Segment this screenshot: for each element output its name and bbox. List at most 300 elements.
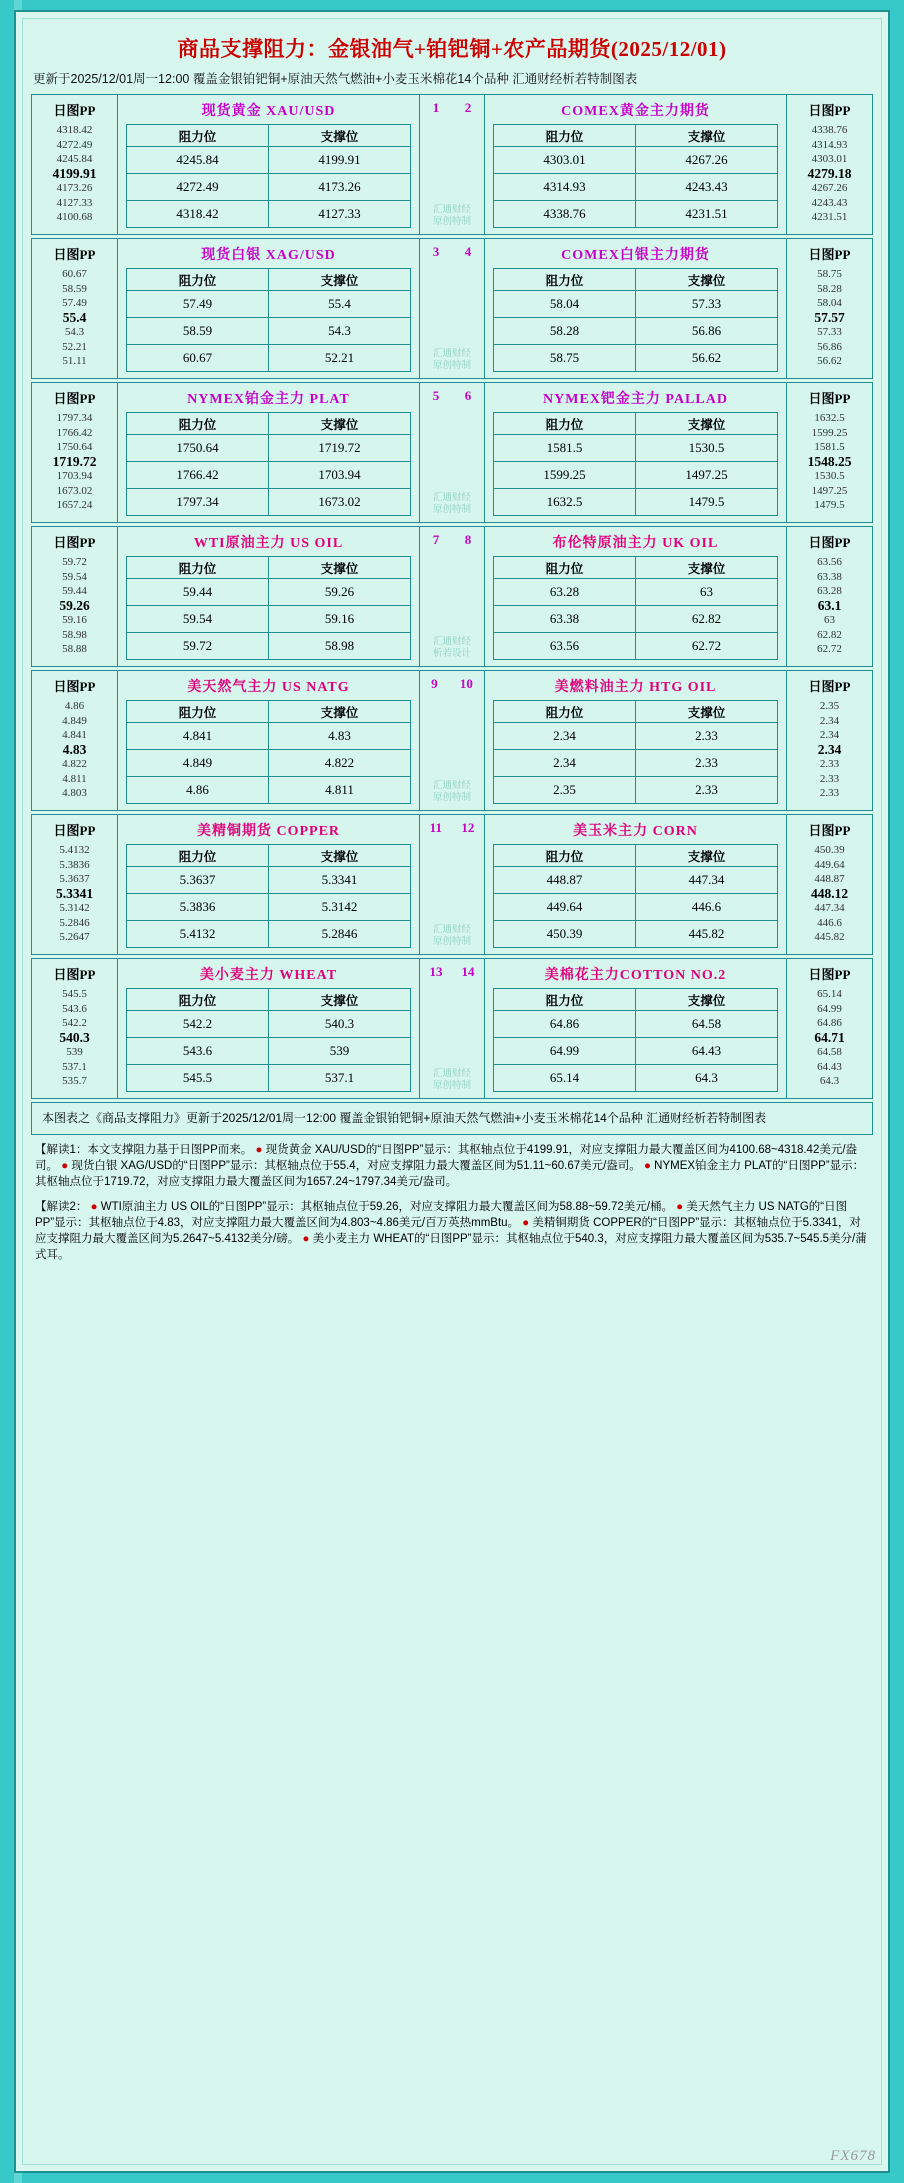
levels-table	[493, 988, 778, 1092]
col-resistance: 阻力位	[127, 413, 269, 435]
support-cell: 540.3	[269, 1011, 411, 1038]
instrument-block	[31, 670, 873, 811]
table-row	[494, 462, 778, 489]
support-cell: 1719.72	[269, 435, 411, 462]
support-cell: 2.33	[636, 750, 778, 777]
index-column	[419, 383, 485, 522]
pp-value: 58.75	[817, 268, 842, 280]
pp-header: 日图PP	[53, 535, 96, 550]
resistance-cell: 59.44	[127, 579, 269, 606]
instrument-name: NYMEX铂金主力 PLAT	[187, 392, 350, 407]
instrument-panel	[485, 239, 786, 378]
pp-value: 4100.68	[56, 211, 93, 223]
instrument-panel	[118, 95, 419, 234]
support-cell: 59.16	[269, 606, 411, 633]
pivot-value: 540.3	[59, 1029, 90, 1045]
col-support: 支撑位	[636, 413, 778, 435]
resistance-cell: 4.849	[127, 750, 269, 777]
table-row	[494, 750, 778, 777]
support-cell: 4.811	[269, 777, 411, 804]
index-column	[419, 815, 485, 954]
resistance-cell: 1632.5	[494, 489, 636, 516]
resistance-cell: 449.64	[494, 894, 636, 921]
pp-value: 4314.93	[811, 138, 848, 151]
blocks-container	[31, 94, 873, 1099]
levels-table	[493, 844, 778, 948]
col-support: 支撑位	[269, 845, 411, 867]
table-row	[494, 633, 778, 660]
levels-table	[126, 268, 411, 372]
table-row	[127, 291, 411, 318]
resistance-cell: 4314.93	[494, 174, 636, 201]
table-row	[127, 345, 411, 372]
pp-value: 447.34	[814, 902, 845, 914]
table-row	[127, 174, 411, 201]
instrument-block	[31, 958, 873, 1099]
resistance-cell: 63.28	[494, 579, 636, 606]
pp-value: 4318.42	[56, 124, 93, 136]
pp-value: 1657.24	[56, 499, 93, 511]
block-index-right: 4	[464, 244, 472, 259]
col-resistance: 阻力位	[127, 269, 269, 291]
col-resistance: 阻力位	[494, 269, 636, 291]
pp-value: 448.87	[814, 873, 845, 885]
pivot-value: 64.71	[814, 1029, 845, 1045]
pp-value: 1673.02	[56, 484, 93, 497]
resistance-cell: 5.3637	[127, 867, 269, 894]
support-cell: 55.4	[269, 291, 411, 318]
watermark-text: 汇通财经 原创特制	[432, 924, 471, 947]
table-row	[127, 1065, 411, 1092]
pp-value: 4245.84	[56, 153, 93, 165]
pp-column-left	[32, 95, 118, 234]
table-row	[494, 867, 778, 894]
watermark-text: 汇通财经 原创特制	[432, 348, 471, 371]
pp-header: 日图PP	[53, 247, 96, 262]
resistance-cell: 545.5	[127, 1065, 269, 1092]
instrument-panel	[118, 671, 419, 810]
support-cell: 62.72	[636, 633, 778, 660]
pp-value: 64.58	[817, 1046, 842, 1058]
support-cell: 62.82	[636, 606, 778, 633]
pp-value: 64.99	[817, 1002, 842, 1015]
pp-value: 4.811	[62, 772, 87, 785]
block-index-left: 13	[429, 964, 443, 979]
pp-value: 4.849	[62, 714, 87, 727]
levels-table	[126, 556, 411, 660]
block-index-left: 3	[432, 244, 440, 259]
table-row	[494, 921, 778, 948]
table-row	[127, 318, 411, 345]
table-row	[494, 345, 778, 372]
pp-value: 59.72	[62, 556, 87, 568]
explanation-2: 【解读2： ● WTI原油主力 US OIL的“日图PP”显示：其枢轴点位于59.26，对应支撑阻力最大覆盖区间为58.88~59.72美元/桶。 ● 美天然气主力 US NATG的“日图PP”显示：其枢轴点位于4.83，对应支撑阻力最大覆盖区间为4.803~4.86美元/百万英热mmBtu。 ● 美精铜期货 COPPER的“日图PP”显示：其枢轴点位于5.3341，对应支撑阻力最大覆盖区间为5.2647~5.4132美分/磅。 ● 美小麦主力 WHEAT的“日图PP”显示：其枢轴点位于540.3，对应支撑阻力最大覆盖区间为535.7~545.5美分/蒲式耳。	[35, 1201, 867, 1261]
pp-value: 65.14	[817, 988, 842, 1000]
pp-value: 62.82	[817, 628, 842, 641]
pivot-value: 1719.72	[52, 453, 97, 469]
pp-value: 450.39	[814, 844, 845, 856]
table-row	[127, 633, 411, 660]
explain2-item-1: 美天然气主力 US NATG的“日图PP”显示：其枢轴点位于4.83，对应支撑阻力最大覆盖区间为4.803~4.86美元/百万英热mmBtu。	[35, 1201, 848, 1229]
col-support: 支撑位	[269, 413, 411, 435]
col-resistance: 阻力位	[494, 413, 636, 435]
table-row	[127, 462, 411, 489]
instrument-panel	[485, 959, 786, 1098]
pp-column-right	[786, 95, 872, 234]
col-resistance: 阻力位	[494, 989, 636, 1011]
levels-table	[493, 268, 778, 372]
support-cell: 56.86	[636, 318, 778, 345]
watermark-text: 汇通财经 原创特制	[432, 204, 471, 227]
pp-value: 56.86	[817, 340, 842, 353]
levels-table	[126, 844, 411, 948]
block-index-right: 2	[464, 100, 472, 115]
table-row	[494, 1038, 778, 1065]
pp-value: 4267.26	[811, 182, 848, 194]
table-row	[127, 579, 411, 606]
pp-value: 4173.26	[56, 182, 93, 194]
pp-value: 1497.25	[811, 484, 848, 497]
levels-table	[493, 124, 778, 228]
table-row	[127, 894, 411, 921]
table-row	[127, 489, 411, 516]
resistance-cell: 4.86	[127, 777, 269, 804]
explain1-item-1: 现货白银 XAG/USD的“日图PP”显示：其枢轴点位于55.4，对应支撑阻力最大覆盖区间为51.11~60.67美元/盎司。	[71, 1160, 641, 1172]
pp-column-right	[786, 527, 872, 666]
levels-table	[493, 700, 778, 804]
explain1-text: 本文支撑阻力基于日图PP而来。	[87, 1144, 253, 1156]
pp-value: 4231.51	[811, 211, 848, 223]
pp-header: 日图PP	[808, 679, 851, 694]
support-cell: 57.33	[636, 291, 778, 318]
levels-table	[126, 412, 411, 516]
pp-value: 2.33	[819, 772, 840, 785]
pp-value: 542.2	[62, 1017, 87, 1029]
instrument-panel	[485, 527, 786, 666]
pp-value: 1703.94	[56, 470, 93, 482]
support-cell: 446.6	[636, 894, 778, 921]
pp-column-left	[32, 671, 118, 810]
support-cell: 539	[269, 1038, 411, 1065]
pp-header: 日图PP	[53, 103, 96, 118]
support-cell: 2.33	[636, 723, 778, 750]
table-row	[494, 174, 778, 201]
block-index-right: 8	[464, 532, 472, 547]
table-row	[494, 147, 778, 174]
pp-value: 1797.34	[56, 412, 93, 424]
watermark-text: 汇通财经 原创特制	[432, 780, 471, 803]
resistance-cell: 2.34	[494, 723, 636, 750]
table-row	[494, 1065, 778, 1092]
pp-column-right	[786, 671, 872, 810]
instrument-name: 布伦特原油主力 UK OIL	[552, 536, 719, 551]
table-row	[494, 435, 778, 462]
col-resistance: 阻力位	[127, 989, 269, 1011]
pp-value: 4.803	[62, 787, 87, 799]
table-row	[494, 1011, 778, 1038]
brand-watermark: FX678	[830, 2148, 876, 2164]
pp-value: 5.2647	[59, 931, 90, 943]
pp-value: 4.841	[62, 729, 87, 741]
table-row	[494, 606, 778, 633]
pivot-value: 63.1	[817, 597, 842, 613]
table-row	[127, 750, 411, 777]
pp-value: 58.88	[62, 643, 87, 655]
pp-header: 日图PP	[53, 679, 96, 694]
pp-header: 日图PP	[808, 103, 851, 118]
instrument-panel	[118, 527, 419, 666]
table-row	[127, 1038, 411, 1065]
col-support: 支撑位	[636, 845, 778, 867]
instrument-name: 美精铜期货 COPPER	[196, 824, 341, 839]
table-row	[127, 777, 411, 804]
pp-value: 58.98	[62, 628, 87, 641]
support-cell: 4127.33	[269, 201, 411, 228]
resistance-cell: 58.28	[494, 318, 636, 345]
col-support: 支撑位	[269, 269, 411, 291]
pp-value: 1581.5	[814, 441, 845, 453]
pp-value: 1750.64	[56, 441, 93, 453]
support-cell: 1530.5	[636, 435, 778, 462]
instrument-name: 美天然气主力 US NATG	[187, 680, 350, 695]
pp-value: 4243.43	[811, 196, 848, 209]
pp-value: 5.3637	[59, 873, 90, 885]
pp-header: 日图PP	[808, 247, 851, 262]
instrument-name: 美棉花主力COTTON NO.2	[544, 968, 727, 983]
support-cell: 4.83	[269, 723, 411, 750]
instrument-block	[31, 526, 873, 667]
col-resistance: 阻力位	[127, 557, 269, 579]
table-row	[494, 291, 778, 318]
support-cell: 64.43	[636, 1038, 778, 1065]
pp-value: 1599.25	[811, 426, 848, 439]
support-cell: 5.3341	[269, 867, 411, 894]
resistance-cell: 542.2	[127, 1011, 269, 1038]
instrument-panel	[118, 959, 419, 1098]
index-column	[419, 527, 485, 666]
support-cell: 4199.91	[269, 147, 411, 174]
instrument-block	[31, 238, 873, 379]
block-index-right: 6	[464, 388, 472, 403]
table-row	[127, 435, 411, 462]
support-cell: 54.3	[269, 318, 411, 345]
table-row	[127, 201, 411, 228]
support-cell: 58.98	[269, 633, 411, 660]
table-row	[127, 723, 411, 750]
col-support: 支撑位	[269, 701, 411, 723]
resistance-cell: 64.86	[494, 1011, 636, 1038]
resistance-cell: 5.4132	[127, 921, 269, 948]
instrument-block	[31, 382, 873, 523]
inner-frame	[22, 18, 882, 2165]
explain2-item-3: 美小麦主力 WHEAT的“日图PP”显示：其枢轴点位于540.3，对应支撑阻力最大覆盖区间为535.7~545.5美分/蒲式耳。	[35, 1233, 867, 1261]
page-subtitle: 更新于2025/12/01周一12:00 覆盖金银铂钯铜+原油天然气燃油+小麦玉米棉花14个品种 汇通财经析若特制图表	[33, 72, 638, 86]
support-cell: 59.26	[269, 579, 411, 606]
index-column	[419, 671, 485, 810]
support-cell: 63	[636, 579, 778, 606]
pivot-value: 57.57	[814, 309, 845, 325]
pp-header: 日图PP	[808, 535, 851, 550]
pp-value: 56.62	[817, 355, 842, 367]
block-index-left: 11	[429, 820, 442, 835]
table-row	[494, 489, 778, 516]
block-index-right: 14	[461, 964, 475, 979]
support-cell: 56.62	[636, 345, 778, 372]
resistance-cell: 65.14	[494, 1065, 636, 1092]
instrument-name: WTI原油主力 US OIL	[193, 536, 344, 551]
table-row	[127, 1011, 411, 1038]
explain2-item-0: WTI原油主力 US OIL的“日图PP”显示：其枢轴点位于59.26，对应支撑阻力最大覆盖区间为58.88~59.72美元/桶。	[100, 1201, 673, 1213]
explain2-item-2: 美精铜期货 COPPER的“日图PP”显示：其枢轴点位于5.3341，对应支撑阻力最大覆盖区间为5.2647~5.4132美分/磅。	[35, 1217, 861, 1245]
resistance-cell: 1599.25	[494, 462, 636, 489]
col-resistance: 阻力位	[127, 845, 269, 867]
resistance-cell: 4245.84	[127, 147, 269, 174]
pp-value: 2.33	[819, 787, 840, 799]
pp-value: 63	[824, 614, 835, 626]
resistance-cell: 4318.42	[127, 201, 269, 228]
resistance-cell: 1581.5	[494, 435, 636, 462]
instrument-panel	[485, 383, 786, 522]
resistance-cell: 4.841	[127, 723, 269, 750]
table-row	[127, 867, 411, 894]
pp-column-left	[32, 527, 118, 666]
explain1-label: 【解读1：	[35, 1144, 88, 1156]
table-row	[494, 201, 778, 228]
resistance-cell: 58.59	[127, 318, 269, 345]
pp-value: 4.86	[64, 700, 85, 712]
levels-table	[493, 412, 778, 516]
support-cell: 1673.02	[269, 489, 411, 516]
instrument-block	[31, 94, 873, 235]
pp-value: 59.16	[62, 614, 87, 626]
resistance-cell: 63.38	[494, 606, 636, 633]
pp-header: 日图PP	[53, 967, 96, 982]
col-support: 支撑位	[269, 557, 411, 579]
pp-column-left	[32, 239, 118, 378]
resistance-cell: 58.75	[494, 345, 636, 372]
table-row	[127, 921, 411, 948]
instrument-name: 现货黄金 XAU/USD	[201, 104, 336, 119]
col-support: 支撑位	[269, 989, 411, 1011]
pivot-value: 55.4	[62, 309, 87, 325]
pp-value: 5.2846	[59, 916, 90, 929]
pp-value: 57.33	[817, 326, 842, 338]
pp-value: 51.11	[62, 355, 87, 367]
instrument-panel	[485, 815, 786, 954]
col-support: 支撑位	[269, 125, 411, 147]
support-cell: 5.2846	[269, 921, 411, 948]
block-index-right: 10	[459, 676, 473, 691]
levels-table	[493, 556, 778, 660]
resistance-cell: 63.56	[494, 633, 636, 660]
pp-value: 1479.5	[814, 499, 845, 511]
resistance-cell: 1750.64	[127, 435, 269, 462]
pp-value: 537.1	[62, 1060, 87, 1073]
pp-value: 58.28	[817, 282, 842, 295]
table-row	[127, 606, 411, 633]
explanation-1: 【解读1：本文支撑阻力基于日图PP而来。 ● 现货黄金 XAU/USD的“日图PP”显示：其枢轴点位于4199.91，对应支撑阻力最大覆盖区间为4100.68~4318.42美元/盎司。 ● 现货白银 XAG/USD的“日图PP”显示：其枢轴点位于55.4，对应支撑阻力最大覆盖区间为51.11~60.67美元/盎司。 ● NYMEX铂金主力 PLAT的“日图PP”显示：其枢轴点位于1719.72，对应支撑阻力最大覆盖区间为1657.24~1797.34美元/盎司。	[35, 1144, 865, 1188]
pp-value: 64.86	[817, 1017, 842, 1029]
pp-value: 5.3836	[59, 858, 90, 871]
pp-value: 446.6	[817, 916, 842, 929]
instrument-name: 美燃料油主力 HTG OIL	[554, 680, 717, 695]
support-cell: 445.82	[636, 921, 778, 948]
resistance-cell: 60.67	[127, 345, 269, 372]
explain2-label: 【解读2：	[35, 1201, 88, 1213]
pp-header: 日图PP	[808, 391, 851, 406]
pp-value: 543.6	[62, 1002, 87, 1015]
pp-value: 539	[66, 1046, 83, 1058]
col-resistance: 阻力位	[494, 845, 636, 867]
instrument-name: 美玉米主力 CORN	[573, 824, 698, 839]
instrument-panel	[118, 239, 419, 378]
instrument-name: COMEX黄金主力期货	[561, 104, 710, 119]
table-row	[494, 777, 778, 804]
pp-value: 54.3	[64, 326, 85, 338]
col-support: 支撑位	[636, 125, 778, 147]
watermark-text: 汇通财经 析若设计	[432, 636, 471, 659]
pp-value: 445.82	[814, 931, 845, 943]
pp-value: 52.21	[62, 340, 87, 353]
support-cell: 52.21	[269, 345, 411, 372]
resistance-cell: 543.6	[127, 1038, 269, 1065]
pivot-value: 5.3341	[55, 885, 94, 901]
table-row	[494, 579, 778, 606]
support-cell: 4173.26	[269, 174, 411, 201]
instrument-panel	[485, 95, 786, 234]
pp-value: 62.72	[817, 643, 842, 655]
support-cell: 64.58	[636, 1011, 778, 1038]
support-cell: 4.822	[269, 750, 411, 777]
pp-value: 64.3	[819, 1075, 840, 1087]
pp-value: 4.822	[62, 758, 87, 770]
explanation-section	[31, 1135, 873, 1263]
col-resistance: 阻力位	[127, 125, 269, 147]
resistance-cell: 448.87	[494, 867, 636, 894]
support-cell: 1497.25	[636, 462, 778, 489]
resistance-cell: 5.3836	[127, 894, 269, 921]
table-row	[494, 894, 778, 921]
support-cell: 2.33	[636, 777, 778, 804]
resistance-cell: 1797.34	[127, 489, 269, 516]
explain1-item-0: 现货黄金 XAU/USD的“日图PP”显示：其枢轴点位于4199.91，对应支撑阻力最大覆盖区间为4100.68~4318.42美元/盎司。	[35, 1144, 858, 1172]
resistance-cell: 64.99	[494, 1038, 636, 1065]
levels-table	[126, 988, 411, 1092]
pp-value: 58.59	[62, 282, 87, 295]
support-cell: 537.1	[269, 1065, 411, 1092]
resistance-cell: 4303.01	[494, 147, 636, 174]
index-column	[419, 95, 485, 234]
pp-header: 日图PP	[53, 823, 96, 838]
instrument-name: 美小麦主力 WHEAT	[199, 968, 338, 983]
pivot-value: 4.83	[62, 741, 87, 757]
resistance-cell: 58.04	[494, 291, 636, 318]
resistance-cell: 2.35	[494, 777, 636, 804]
col-resistance: 阻力位	[494, 125, 636, 147]
pp-column-right	[786, 383, 872, 522]
support-cell: 4243.43	[636, 174, 778, 201]
pp-column-left	[32, 383, 118, 522]
pp-value: 64.43	[817, 1060, 842, 1073]
pivot-value: 59.26	[59, 597, 90, 613]
levels-table	[126, 700, 411, 804]
pp-value: 535.7	[62, 1075, 87, 1087]
pp-value: 57.49	[62, 297, 87, 309]
pp-value: 2.34	[819, 729, 840, 741]
block-index-right: 12	[461, 820, 475, 835]
resistance-cell: 59.54	[127, 606, 269, 633]
pp-value: 4127.33	[56, 196, 93, 209]
